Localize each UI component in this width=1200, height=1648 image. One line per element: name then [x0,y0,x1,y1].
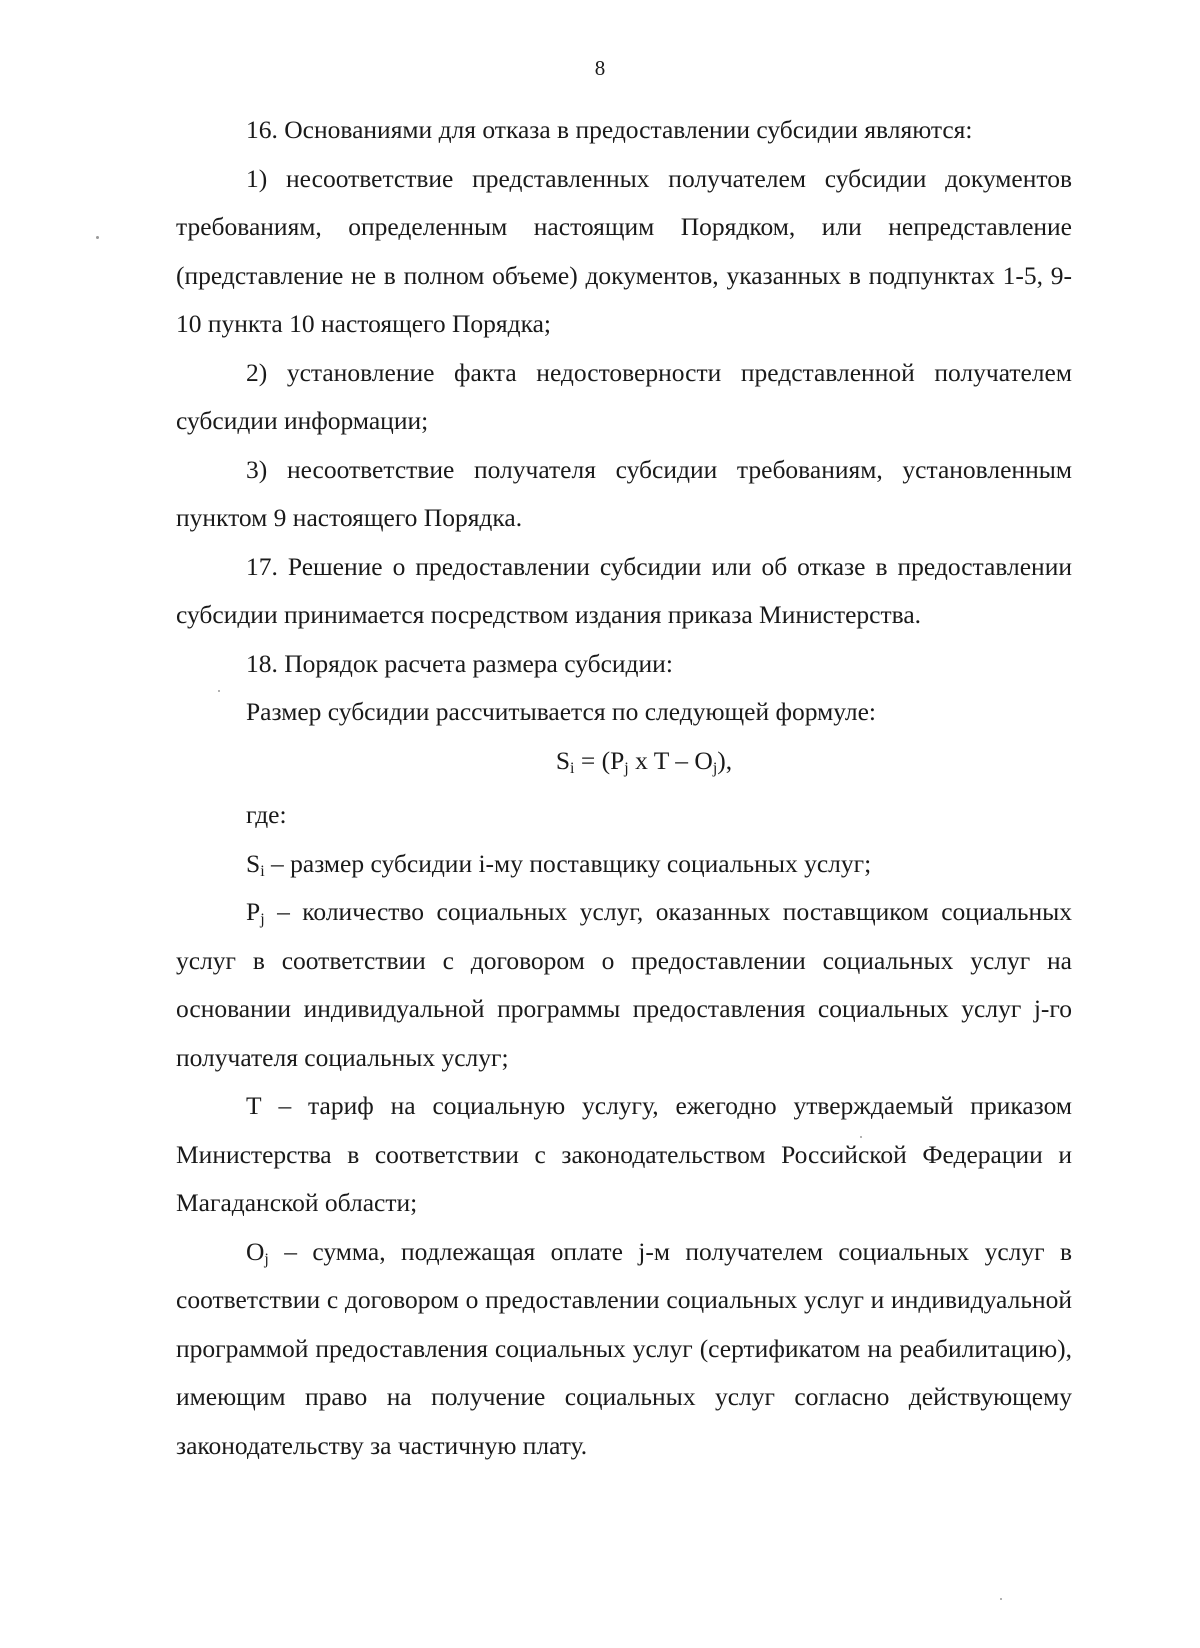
formula-s: S [555,745,571,775]
formula-s-subscript: i [570,759,575,777]
formula-close: ), [717,745,733,775]
paragraph-17: 17. Решение о предоставлении субсидии или об отказе в предоставлении субсидии принимается посредством издания приказа Министерства. [176,551,1072,629]
scan-artifact [218,690,220,692]
definition-o [176,1228,1072,1471]
definition-p-text: – количество социальных услуг, оказанных поставщиком социальных услуг в соответствии с договором о предоставлении социальных услуг на основании индивидуальной программы предоставления социальных услуг j-го получателя социальных услуг; [176,897,1072,1072]
definition-p-subscript: j [260,911,265,928]
definition-s [176,840,1072,889]
subsidy-formula [176,737,1072,786]
definition-o-subscript: j [264,1250,269,1268]
paragraph-18-formula-intro: Размер субсидии рассчитывается по следующей формуле: [246,697,877,726]
definition-o-text: – сумма, подлежащая оплате j-м получателем социальных услуг в соответствии с договором о предоставлении социальных услуг и индивидуальной программой предоставления социальных услуг (сертификатом на реабилитацию), имеющим право на получение социальных услуг согласно действующему законодательству за частичную плату. [176,1236,1072,1460]
formula-eq-open: = (P [574,745,625,775]
where-label: где: [246,800,287,829]
scan-artifact [96,236,99,239]
formula-o-subscript: j [712,759,718,777]
definition-s-text: – размер субсидии i-му поставщику социальных услуг; [264,848,872,878]
formula-p-subscript: j [624,759,629,777]
page-number: 8 [594,56,606,80]
paragraph-16-item-2: 2) установление факта недостоверности представленной получателем субсидии информации; [176,357,1072,435]
definition-t: Т – тариф на социальную услугу, ежегодно утверждаемый приказом Министерства в соответствии с законодательством Российской Федерации и Магаданской области; [176,1091,1072,1217]
formula-mid: x T – O [628,745,713,775]
definition-s-symbol: S [246,848,261,878]
definition-o-symbol: O [246,1236,265,1266]
paragraph-16-item-3: 3) несоответствие получателя субсидии требованиям, установленным пунктом 9 настоящего Порядка. [176,454,1072,532]
definition-p [176,888,1072,1082]
paragraph-16-item-1: 1) несоответствие представленных получателем субсидии документов требованиям, определенным настоящим Порядком, или непредставление (представление не в полном объеме) документов, указанных в подпунктах 1-5, 9-10 пункта 10 настоящего Порядка; [176,163,1072,338]
scan-artifact [860,1136,862,1138]
paragraph-18-intro: 18. Порядок расчета размера субсидии: [246,648,673,678]
definition-p-symbol: P [246,897,261,926]
definition-s-subscript: i [260,862,265,880]
paragraph-16-intro: 16. Основаниями для отказа в предоставлении субсидии являются: [246,115,973,144]
scan-artifact [1000,1598,1002,1600]
document-body [176,106,1072,1470]
